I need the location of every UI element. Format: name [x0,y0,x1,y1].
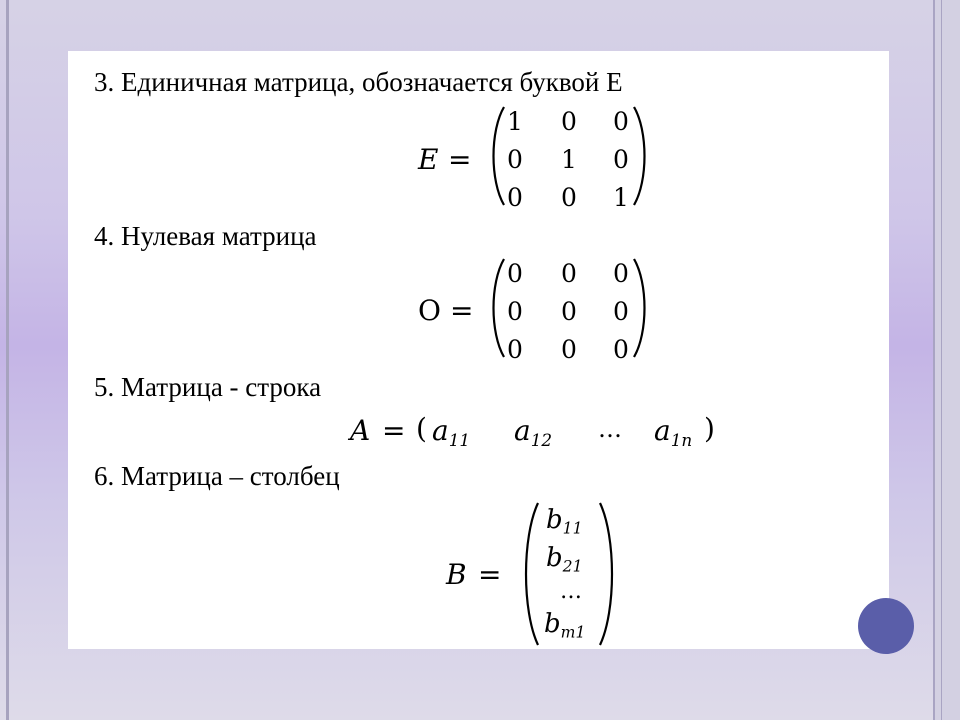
row-element: $a_{1n}$ [654,414,693,450]
identity-cell: 0 [613,145,629,174]
identity-cell: 0 [613,107,629,136]
row-element: $a_{12}$ [514,414,553,450]
identity-cell: 1 [613,183,629,212]
column-ellipsis: … [560,579,582,604]
row-equals: = [382,414,406,447]
identity-cell: 1 [561,145,577,174]
column-element: $b_{11}$ [546,505,583,538]
slide-right-border-thin [941,0,942,720]
zero-cell: 0 [613,259,629,288]
column-right-paren [598,501,620,647]
identity-equals: = [448,143,472,176]
zero-cell: 0 [561,259,577,288]
row-ellipsis: … [598,415,622,443]
identity-symbol: E [418,143,439,176]
content-sheet [68,51,889,649]
row-symbol: A [350,414,371,447]
slide-right-band [935,0,960,720]
column-equals: = [478,558,502,591]
identity-cell: 0 [561,183,577,212]
column-symbol: B [446,558,467,591]
heading-zero-matrix: 4. Нулевая матрица [94,221,317,251]
zero-cell: 0 [507,297,523,326]
zero-symbol: O [418,294,441,327]
heading-identity-matrix: 3. Единичная матрица, обозначается буквой Е [94,67,623,97]
zero-cell: 0 [613,297,629,326]
zero-cell: 0 [507,335,523,364]
row-open-paren: ( [416,412,427,445]
column-element: $b_{21}$ [546,543,583,576]
zero-equals: = [450,294,474,327]
row-element: $a_{11}$ [432,414,471,450]
identity-cell: 1 [507,107,523,136]
heading-row-matrix: 5. Матрица - строка [94,372,322,402]
heading-column-matrix: 6. Матрица – столбец [94,461,340,491]
slide-left-border [6,0,9,720]
zero-cell: 0 [507,259,523,288]
identity-cell: 0 [507,183,523,212]
zero-cell: 0 [561,297,577,326]
zero-cell: 0 [613,335,629,364]
column-left-paren [518,501,540,647]
identity-cell: 0 [507,145,523,174]
decorative-circle [858,598,914,654]
slide-right-border [933,0,935,720]
zero-cell: 0 [561,335,577,364]
row-close-paren: ) [704,412,715,445]
column-element: $b_{m1}$ [544,609,586,642]
identity-cell: 0 [561,107,577,136]
